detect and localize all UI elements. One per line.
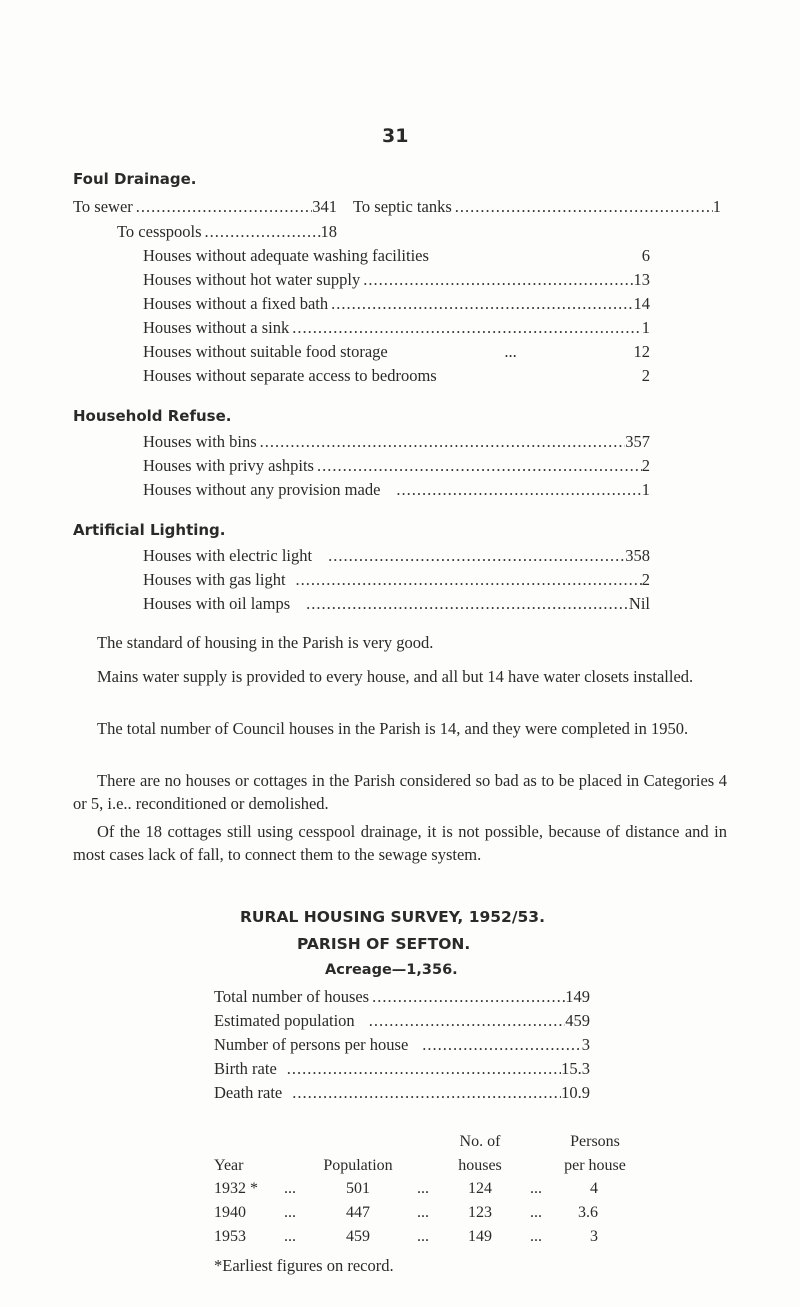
- leader-dots: [408, 1035, 581, 1055]
- ellipsis: ...: [504, 342, 517, 361]
- paragraph: The total number of Council houses in the Parish is 14, and they were completed in 1950.: [97, 719, 689, 738]
- table-row-separator: ...: [530, 1228, 542, 1245]
- stat-row: [214, 1059, 590, 1079]
- stat-label: Death rate: [214, 1083, 283, 1102]
- table-row-persons: 3.6: [578, 1204, 598, 1221]
- paragraph: Mains water supply is provided to every house, and all but 14 have water closets installed.: [97, 667, 694, 686]
- septic-label: To septic tanks: [353, 197, 452, 216]
- item-label: Houses with bins: [143, 432, 257, 451]
- leader-dots: [133, 197, 312, 217]
- header-population: Population: [323, 1157, 393, 1174]
- table-row-separator: ...: [284, 1228, 296, 1245]
- artificial-lighting-heading: Artificial Lighting.: [73, 521, 226, 539]
- list-item: [143, 570, 650, 590]
- household-refuse-heading: Household Refuse.: [73, 407, 232, 425]
- list-item: [143, 246, 650, 266]
- stat-label: Birth rate: [214, 1059, 277, 1078]
- item-label: Houses without suitable food storage: [143, 342, 388, 361]
- list-item: [143, 342, 650, 362]
- list-item: [143, 480, 650, 500]
- item-label: Houses without separate access to bedrooms: [143, 366, 437, 385]
- list-item: [143, 546, 650, 566]
- header-persons-line2: per house: [564, 1157, 626, 1174]
- septic-value: 1: [712, 197, 721, 216]
- stat-row: [214, 987, 590, 1007]
- item-label: Houses without hot water supply: [143, 270, 361, 289]
- list-item: [143, 432, 650, 452]
- list-item: [143, 318, 650, 338]
- sewer-row: [73, 197, 337, 217]
- leader-dots: [257, 432, 626, 452]
- cesspools-value: 18: [320, 222, 337, 241]
- leader-dots: [202, 222, 321, 242]
- stat-row: [214, 1011, 590, 1031]
- item-value: 357: [625, 432, 650, 451]
- table-row-year: 1932 *: [214, 1180, 258, 1197]
- header-houses-line1: No. of: [459, 1133, 501, 1150]
- item-label: Houses without adequate washing facilities: [143, 246, 429, 265]
- stat-value: 149: [565, 987, 590, 1006]
- leader-dots: [289, 318, 642, 338]
- item-value: 2: [641, 570, 650, 589]
- item-label: Houses without a fixed bath: [143, 294, 329, 313]
- stat-value: 3: [581, 1035, 590, 1054]
- item-label: Houses without a sink: [143, 318, 290, 337]
- header-persons-line1: Persons: [570, 1133, 620, 1150]
- item-label: Houses with privy ashpits: [143, 456, 314, 475]
- table-row-houses: 149: [468, 1228, 492, 1245]
- table-row-year: 1940: [214, 1204, 246, 1221]
- leader-dots: [369, 987, 565, 1007]
- table-row-separator: ...: [284, 1180, 296, 1197]
- header-year: Year: [214, 1157, 244, 1174]
- leader-dots: [452, 197, 713, 217]
- stat-value: 15.3: [561, 1059, 590, 1078]
- list-item: [143, 270, 650, 290]
- leader-dots: [286, 570, 642, 590]
- table-row-separator: ...: [284, 1204, 296, 1221]
- table-row-separator: ...: [417, 1228, 429, 1245]
- stat-label: Estimated population: [214, 1011, 355, 1030]
- stat-value: 459: [565, 1011, 590, 1030]
- item-value: 2: [641, 366, 650, 385]
- leader-dots: [312, 546, 625, 566]
- sewer-label: To sewer: [73, 197, 133, 216]
- table-row-houses: 123: [468, 1204, 492, 1221]
- stat-value: 10.9: [561, 1083, 590, 1102]
- table-row-population: 501: [346, 1180, 370, 1197]
- survey-acreage: Acreage—1,356.: [325, 962, 458, 978]
- table-row-persons: 4: [590, 1180, 598, 1197]
- list-item: [143, 294, 650, 314]
- cesspools-label: To cesspools: [117, 222, 202, 241]
- sewer-value: 341: [312, 197, 337, 216]
- survey-title: RURAL HOUSING SURVEY, 1952/53.: [240, 908, 545, 926]
- leader-dots: [314, 456, 642, 476]
- leader-dots: [328, 294, 633, 314]
- stat-row: [214, 1035, 590, 1055]
- septic-row: [353, 197, 721, 217]
- leader-dots: [360, 270, 633, 290]
- leader-dots: [380, 480, 641, 500]
- stat-label: Total number of houses: [214, 987, 370, 1006]
- table-row-separator: ...: [417, 1204, 429, 1221]
- stat-label: Number of persons per house: [214, 1035, 409, 1054]
- stat-row: [214, 1083, 590, 1103]
- table-row-population: 447: [346, 1204, 370, 1221]
- item-label: Houses without any provision made: [143, 480, 381, 499]
- table-row-separator: ...: [417, 1180, 429, 1197]
- survey-parish: PARISH OF SEFTON.: [297, 935, 471, 953]
- item-value: Nil: [628, 594, 650, 613]
- leader-dots: [355, 1011, 566, 1031]
- item-value: 14: [633, 294, 650, 313]
- item-label: Houses with gas light: [143, 570, 286, 589]
- table-row-separator: ...: [530, 1204, 542, 1221]
- header-houses-line2: houses: [458, 1157, 502, 1174]
- item-value: 13: [633, 270, 650, 289]
- list-item: [143, 456, 650, 476]
- cesspools-row: [117, 222, 337, 242]
- item-value: 1: [641, 318, 650, 337]
- item-value: 358: [625, 546, 650, 565]
- item-value: 12: [633, 342, 650, 361]
- item-label: Houses with electric light: [143, 546, 313, 565]
- leader-dots: [282, 1083, 561, 1103]
- table-row-persons: 3: [590, 1228, 598, 1245]
- table-row-population: 459: [346, 1228, 370, 1245]
- table-row-houses: 124: [468, 1180, 492, 1197]
- table-row-year: 1953: [214, 1228, 246, 1245]
- paragraph: Of the 18 cottages still using cesspool drainage, it is not possible, because of distance and in most cases lack of fall, to connect them to the sewage system.: [73, 822, 727, 864]
- paragraph: There are no houses or cottages in the Parish considered so bad as to be placed in Categories 4 or 5, i.e.. reconditioned or demolished.: [73, 771, 727, 813]
- list-item: [143, 366, 650, 386]
- item-value: 1: [641, 480, 650, 499]
- foul-drainage-heading: Foul Drainage.: [73, 170, 197, 188]
- paragraph: The standard of housing in the Parish is very good.: [97, 633, 434, 652]
- leader-dots: [290, 594, 629, 614]
- leader-dots: [277, 1059, 561, 1079]
- item-value: 2: [641, 456, 650, 475]
- page-number: 31: [382, 125, 409, 147]
- list-item: [143, 594, 650, 614]
- item-label: Houses with oil lamps: [143, 594, 291, 613]
- table-footnote: *Earliest figures on record.: [214, 1256, 394, 1275]
- item-value: 6: [641, 246, 650, 265]
- table-row-separator: ...: [530, 1180, 542, 1197]
